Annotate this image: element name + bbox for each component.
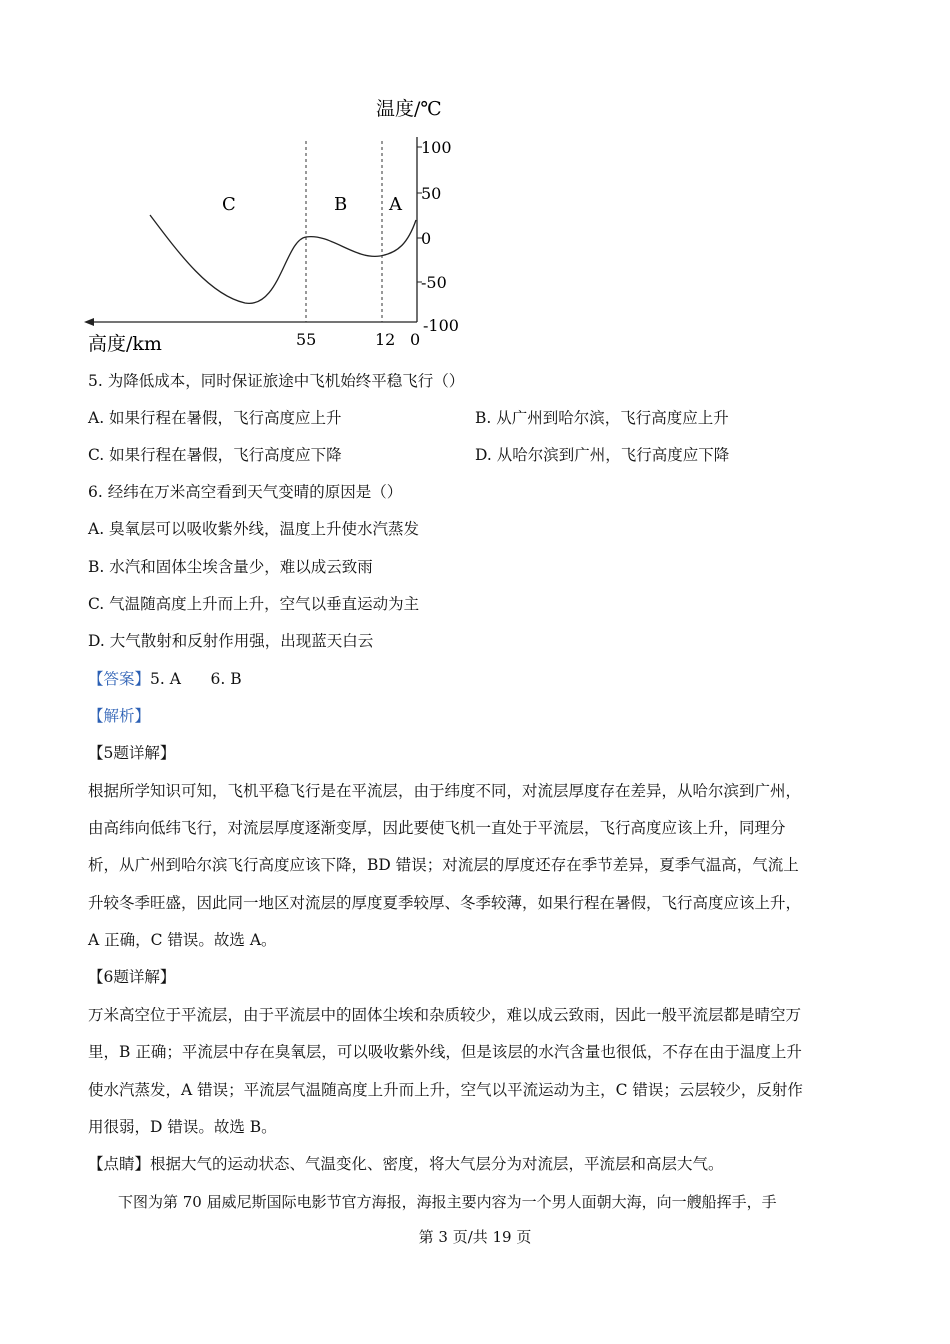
y-tick-label-neg50: -50	[421, 273, 447, 292]
next-question-intro: 下图为第 70 届威尼斯国际电影节官方海报，海报主要内容为一个男人面朝大海，向一艘船挥手，手	[118, 1193, 777, 1211]
y-axis-label: 温度/℃	[376, 98, 442, 120]
q5-option-d: D. 从哈尔滨到广州，飞行高度应下降	[475, 446, 730, 464]
answer-text: 5. A 6. B	[150, 670, 242, 688]
region-label-b: B	[334, 194, 348, 215]
x-tick-label-0: 0	[410, 330, 421, 349]
y-tick-label-50: 50	[421, 184, 442, 203]
region-label-a: A	[389, 194, 402, 215]
tip-tag: 【点睛】	[88, 1155, 151, 1173]
detail5-line-5: A 正确，C 错误。故选 A。	[88, 931, 277, 949]
analysis-tag: 【解析】	[88, 707, 151, 725]
detail6-line-4: 用很弱，D 错误。故选 B。	[88, 1118, 277, 1136]
detail5-line-4: 升较冬季旺盛，因此同一地区对流层的厚度夏季较厚、冬季较薄，如果行程在暑假，飞行高度应该上升，	[88, 894, 802, 912]
x-tick-label-55: 55	[296, 330, 317, 349]
q6-stem: 6. 经纬在万米高空看到天气变晴的原因是（）	[88, 483, 403, 501]
detail5-line-2: 由高纬向低纬飞行，对流层厚度逐渐变厚，因此要使飞机一直处于平流层，飞行高度应该上升，同理分	[88, 819, 786, 837]
x-tick-label-12: 12	[375, 330, 396, 349]
q6-option-b: B. 水汽和固体尘埃含量少，难以成云致雨	[88, 558, 373, 576]
y-tick-label-100: 100	[421, 138, 452, 157]
q6-option-d: D. 大气散射和反射作用强，出现蓝天白云	[88, 632, 374, 650]
answer-tag: 【答案】	[88, 670, 151, 688]
region-label-c: C	[222, 194, 236, 215]
detail6-line-2: 里，B 正确；平流层中存在臭氧层，可以吸收紫外线，但是该层的水汽含量也很低，不存在由于温度上升	[88, 1043, 802, 1061]
q6-option-a: A. 臭氧层可以吸收紫外线，温度上升使水汽蒸发	[88, 520, 420, 538]
tip-line	[88, 1153, 724, 1175]
x-axis-label: 高度/km	[88, 333, 162, 355]
detail5-tag: 【5题详解】	[88, 744, 176, 762]
q5-option-b: B. 从广州到哈尔滨，飞行高度应上升	[475, 409, 729, 427]
detail5-line-1: 根据所学知识可知，飞机平稳飞行是在平流层，由于纬度不同，对流层厚度存在差异，从哈尔滨到广州，	[88, 782, 802, 800]
detail5-line-3: 析，从广州到哈尔滨飞行高度应该下降，BD 错误；对流层的厚度还存在季节差异，夏季气温高，气流上	[88, 856, 799, 874]
detail6-line-3: 使水汽蒸发，A 错误；平流层气温随高度上升而上升，空气以平流运动为主，C 错误；云层较少，反射作	[88, 1081, 803, 1099]
q5-option-a: A. 如果行程在暑假，飞行高度应上升	[88, 409, 342, 427]
y-tick-label-neg100: -100	[423, 316, 459, 335]
x-axis-arrow	[84, 318, 94, 326]
detail6-tag: 【6题详解】	[88, 968, 176, 986]
answer-line	[88, 668, 242, 690]
tip-text: 根据大气的运动状态、气温变化、密度，将大气层分为对流层，平流层和高层大气。	[150, 1155, 724, 1173]
detail6-line-1: 万米高空位于平流层，由于平流层中的固体尘埃和杂质较少，难以成云致雨，因此一般平流层都是晴空万	[88, 1006, 802, 1024]
q6-option-c: C. 气温随高度上升而上升，空气以垂直运动为主	[88, 595, 420, 613]
q5-stem: 5. 为降低成本，同时保证旅途中飞机始终平稳飞行（）	[88, 372, 465, 390]
atmosphere-temperature-chart	[80, 85, 480, 360]
q5-option-c: C. 如果行程在暑假，飞行高度应下降	[88, 446, 342, 464]
page-footer: 第 3 页/共 19 页	[418, 1228, 532, 1246]
y-tick-label-0: 0	[421, 229, 432, 248]
temperature-curve	[150, 215, 416, 303]
